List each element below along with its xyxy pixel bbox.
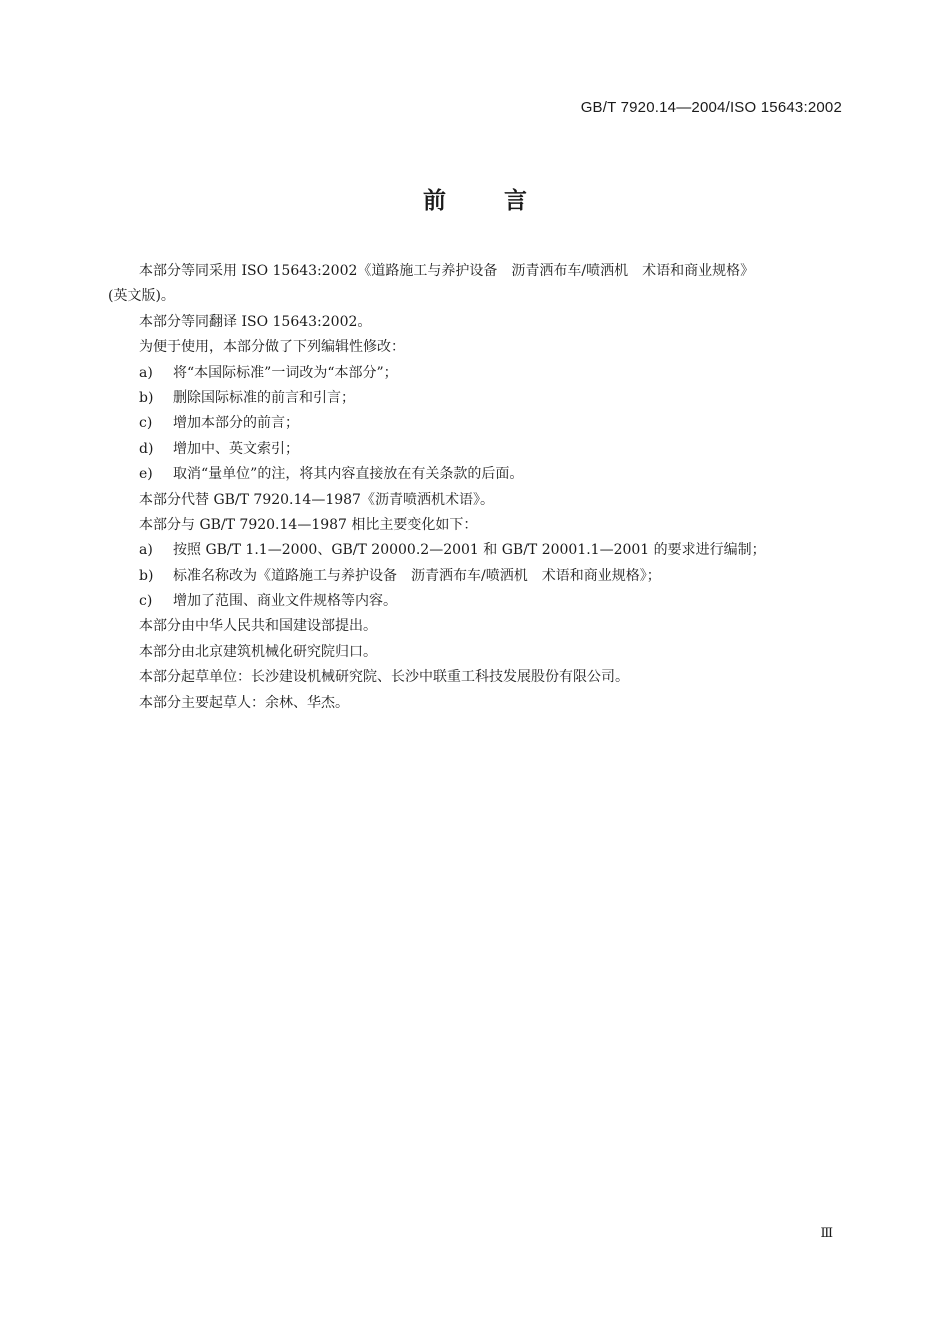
list-item-text: 增加本部分的前言； (173, 415, 299, 432)
paragraph-drafting-units: 本部分起草单位：长沙建设机械研究院、长沙中联重工科技发展股份有限公司。 (139, 669, 629, 686)
list-marker: b) (139, 567, 154, 584)
paragraph-replaces: 本部分代替 GB/T 7920.14—1987《沥青喷洒机术语》。 (139, 491, 494, 508)
list-item (108, 589, 844, 614)
list-item (108, 538, 844, 563)
foreword-body (108, 259, 844, 716)
list-item-text: 增加中、英文索引； (173, 440, 299, 457)
list-item (108, 564, 844, 589)
list-item-text: 取消“量单位”的注，将其内容直接放在有关条款的后面。 (173, 466, 524, 483)
list-item-text: 将“本国际标准”一词改为“本部分”； (173, 364, 398, 381)
list-item (108, 437, 844, 462)
page-number: Ⅲ (820, 1226, 833, 1241)
paragraph-changes-intro: 本部分与 GB/T 7920.14—1987 相比主要变化如下： (139, 516, 478, 533)
paragraph-translation: 本部分等同翻译 ISO 15643:2002。 (139, 313, 372, 330)
paragraph-drafters: 本部分主要起草人：余林、华杰。 (139, 694, 349, 711)
paragraph-adoption-line2: (英文版)。 (108, 288, 175, 305)
list-item-text: 按照 GB/T 1.1—2000、GB/T 20000.2—2001 和 GB/T 20001.1—2001 的要求进行编制； (173, 542, 766, 559)
list-item (108, 386, 844, 411)
paragraph-proposer: 本部分由中华人民共和国建设部提出。 (139, 618, 377, 635)
page-title: 前言 (423, 188, 585, 214)
list-marker: a) (139, 364, 153, 381)
paragraph-edit-intro: 为便于使用，本部分做了下列编辑性修改： (139, 339, 405, 356)
standard-code-header: GB/T 7920.14—2004/ISO 15643:2002 (580, 99, 842, 116)
list-marker: b) (139, 389, 154, 406)
list-marker: c) (139, 593, 153, 610)
list-marker: e) (139, 466, 153, 483)
list-marker: d) (139, 440, 154, 457)
list-item (108, 411, 844, 436)
list-item-text: 标准名称改为《道路施工与养护设备 沥青洒布车/喷洒机 术语和商业规格》； (173, 567, 661, 584)
paragraph-centralizer: 本部分由北京建筑机械化研究院归口。 (139, 643, 377, 660)
list-item-text: 增加了范围、商业文件规格等内容。 (173, 593, 397, 610)
list-marker: c) (139, 415, 153, 432)
list-item (108, 361, 844, 386)
list-marker: a) (139, 542, 153, 559)
paragraph-adoption-line1: 本部分等同采用 ISO 15643:2002《道路施工与养护设备 沥青洒布车/喷洒机 术语和商业规格》 (139, 263, 755, 279)
list-item-text: 删除国际标准的前言和引言； (173, 389, 355, 406)
list-item (108, 462, 844, 487)
